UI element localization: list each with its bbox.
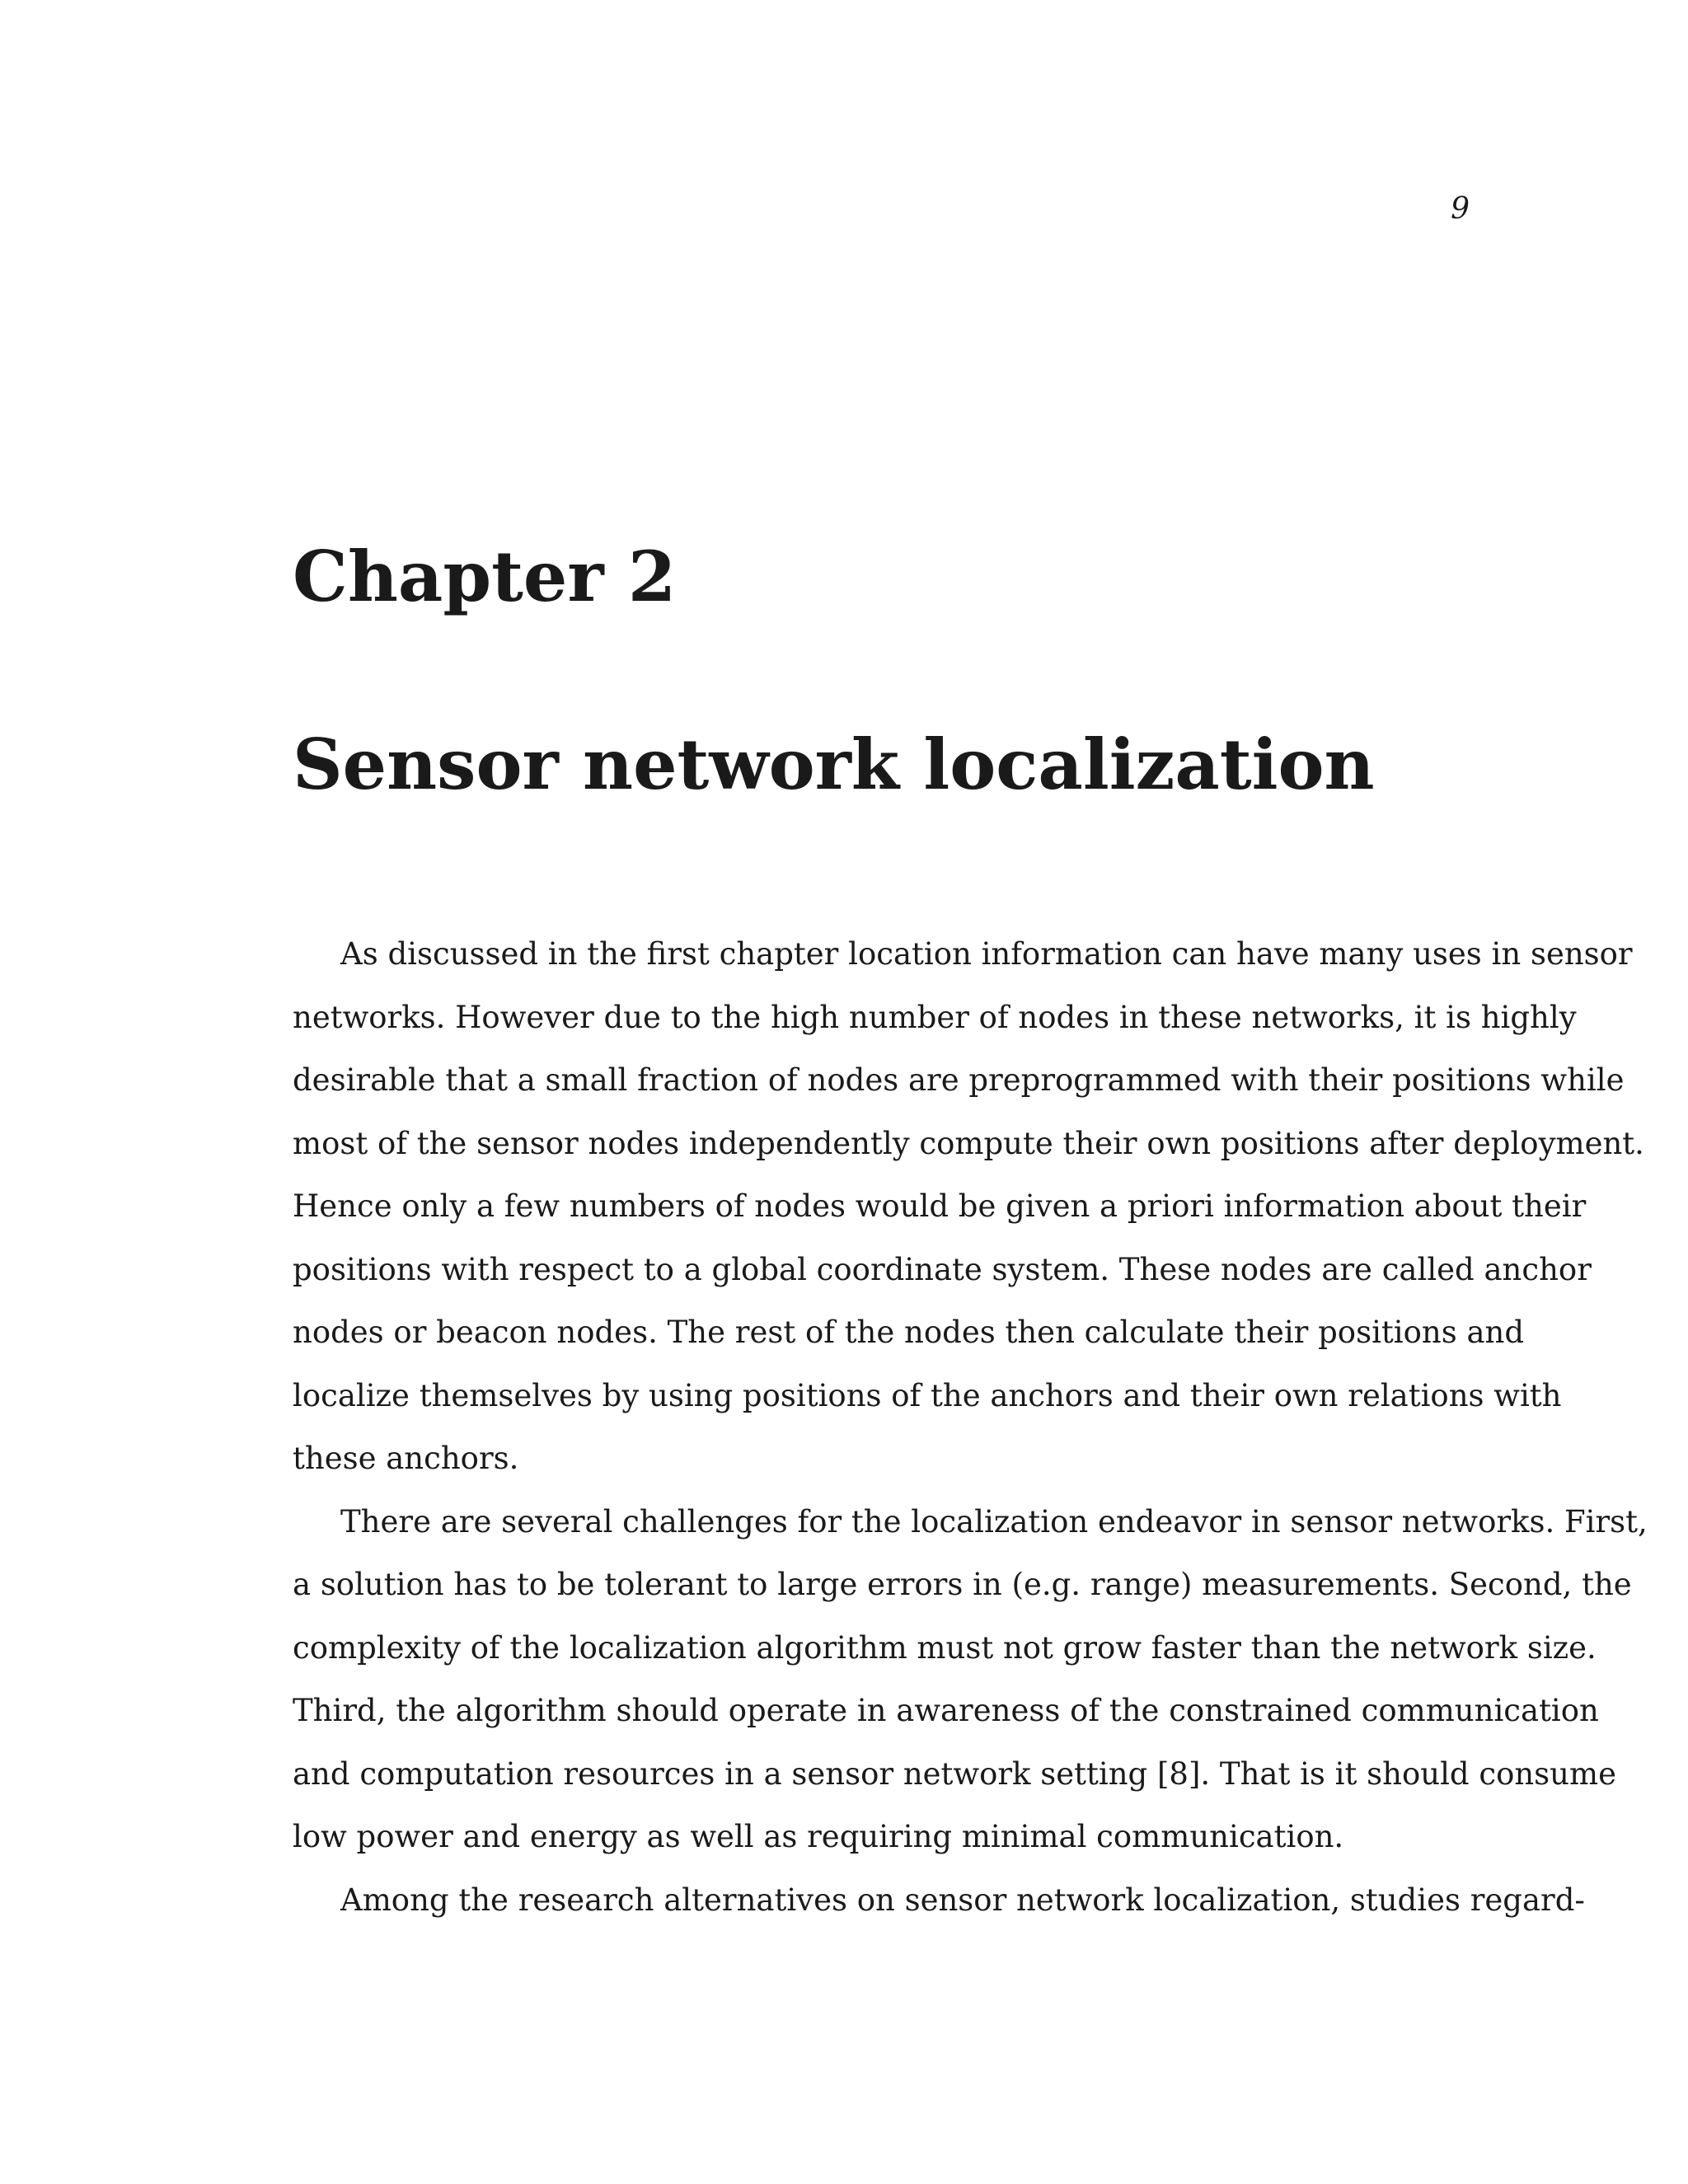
paragraph-line: networks. However due to the high number of nodes in these networks, it is highly: [293, 999, 1577, 1035]
paragraph-line: Third, the algorithm should operate in awareness of the constrained communication: [293, 1693, 1599, 1728]
paragraph-line: complexity of the localization algorithm must not grow faster than the network size.: [293, 1629, 1597, 1666]
paragraph-line: localize themselves by using positions of the anchors and their own relations with: [293, 1377, 1562, 1413]
paragraph-line: Hence only a few numbers of nodes would be given a priori information about their: [293, 1188, 1587, 1224]
chapter-title: Sensor network localization: [293, 724, 1375, 805]
paragraph-line: Among the research alternatives on sensor network localization, studies regard-: [340, 1882, 1585, 1918]
paragraph-1: [293, 923, 1644, 1491]
paragraph-line: low power and energy as well as requiring minimal communication.: [293, 1819, 1344, 1854]
page-number: 9: [1451, 192, 1470, 226]
paragraph-line: desirable that a small fraction of nodes are preprogrammed with their positions while: [293, 1062, 1625, 1098]
body-text: [293, 923, 1648, 1932]
paragraph-line: and computation resources in a sensor network setting [8]. That is it should consume: [293, 1755, 1616, 1792]
paragraph-line: nodes or beacon nodes. The rest of the nodes then calculate their positions and: [293, 1315, 1525, 1350]
paragraph-3: [293, 1869, 1585, 1933]
chapter-label: Chapter 2: [293, 536, 677, 617]
paragraph-line: these anchors.: [293, 1441, 519, 1476]
paragraph-line: positions with respect to a global coordinate system. These nodes are called anchor: [293, 1251, 1592, 1287]
paragraph-line: a solution has to be tolerant to large errors in (e.g. range) measurements. Second, the: [293, 1567, 1632, 1602]
paragraph-2: [293, 1491, 1648, 1869]
paragraph-line: There are several challenges for the localization endeavor in sensor networks. First,: [340, 1503, 1648, 1540]
paragraph-line: most of the sensor nodes independently compute their own positions after deployment.: [293, 1125, 1644, 1161]
paragraph-line: As discussed in the first chapter location information can have many uses in sensor: [340, 936, 1633, 972]
